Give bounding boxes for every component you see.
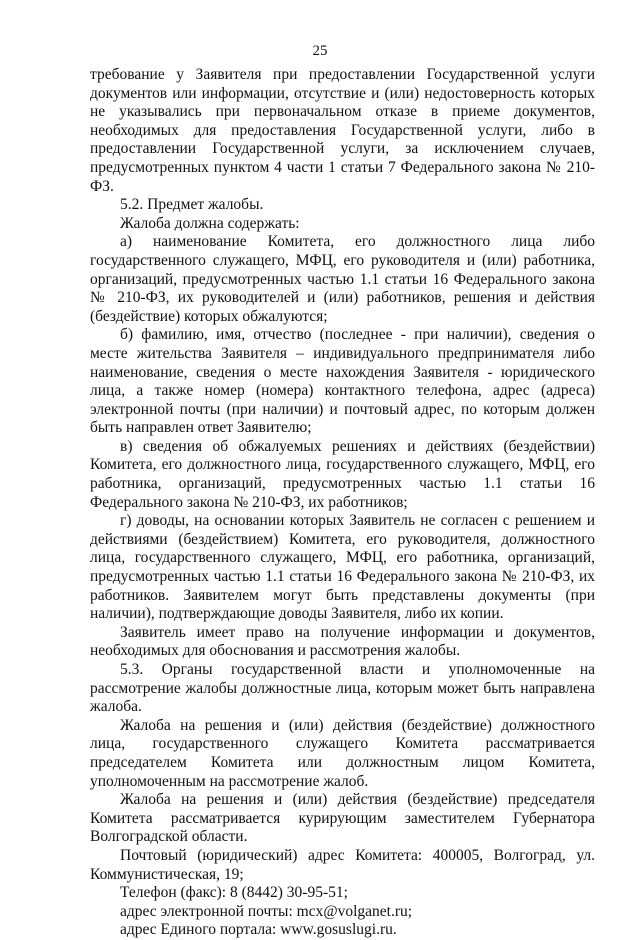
list-item-g: г) доводы, на основании которых Заявитель не согласен с решением и действиями (бездействием) Комитета, его руководителя, должностного лица, государственного служащего, МФЦ, его работника, организаций, предусмотренных частью 1.1 статьи 16 Федерального закона № 210-ФЗ, их работников. Заявителем могут быть представлены документы (при наличии), подтверждающие доводы Заявителя, либо их копии. — [90, 512, 595, 623]
page-number: 25 — [312, 43, 328, 59]
section-heading-5-2: 5.2. Предмет жалобы. — [120, 196, 264, 214]
page-body — [90, 66, 595, 940]
paragraph-complaint-official: Жалоба на решения и (или) действия (бездействие) должностного лица, государственного служащего Комитета рассматривается председателем Комитета или должностным лицом Комитета, уполномоченным на рассмотрение жалоб. — [90, 716, 595, 790]
paragraph-complaint-contents-intro: Жалоба должна содержать: — [120, 214, 300, 232]
list-item-b: б) фамилию, имя, отчество (последнее - при наличии), сведения о месте жительства Заявителя – индивидуального предпринимателя либо наименование, сведения о месте нахождения Заявителя - юридического лица, а также номер (номера) контактного телефона, адрес (адреса) электронной почты (при наличии) и почтовый адрес, по которым должен быть направлен ответ Заявителю; — [90, 326, 595, 437]
list-item-v: в) сведения об обжалуемых решениях и действиях (бездействии) Комитета, его должностного лица, государственного служащего, МФЦ, его работника, организаций, предусмотренных частью 1.1 статьи 16 Федерального закона № 210-ФЗ, их работников; — [90, 437, 595, 511]
list-item-a: а) наименование Комитета, его должностного лица либо государственного служащего, МФЦ, его руководителя и (или) работника, организаций, предусмотренных частью 1.1 статьи 16 Федерального закона № 210-ФЗ, их руководителей и (или) работников, решения и действия (бездействие) которых обжалуются; — [90, 233, 595, 325]
section-heading-5-3: 5.3. Органы государственной власти и уполномоченные на рассмотрение жалобы должностные лица, которым может быть направлена жалоба. — [90, 661, 595, 716]
email-address: адрес электронной почты: mcx@volganet.ru; — [120, 902, 413, 920]
postal-address: Почтовый (юридический) адрес Комитета: 400005, Волгоград, ул. Коммунистическая, 19; — [90, 846, 595, 883]
portal-address: адрес Единого портала: www.gosuslugi.ru. — [120, 921, 397, 939]
paragraph-complaint-chairman: Жалоба на решения и (или) действия (бездействие) председателя Комитета рассматривается курирующим заместителем Губернатора Волгоградской области. — [90, 791, 595, 846]
paragraph-applicant-rights: Заявитель имеет право на получение информации и документов, необходимых для обоснования и рассмотрения жалобы. — [90, 623, 595, 660]
phone-fax: Телефон (факс): 8 (8442) 30-95-51; — [120, 884, 348, 902]
paragraph-complaint-requirement-tail: требование у Заявителя при предоставлении Государственной услуги документов или информации, отсутствие и (или) недостоверность которых не указывались при первоначальном отказе в приеме документов, необходимых для предоставления Государственной услуги, либо в предоставлении Государственной услуги, за исключением случаев, предусмотренных пунктом 4 части 1 статьи 7 Федерального закона № 210-ФЗ. — [90, 66, 595, 195]
